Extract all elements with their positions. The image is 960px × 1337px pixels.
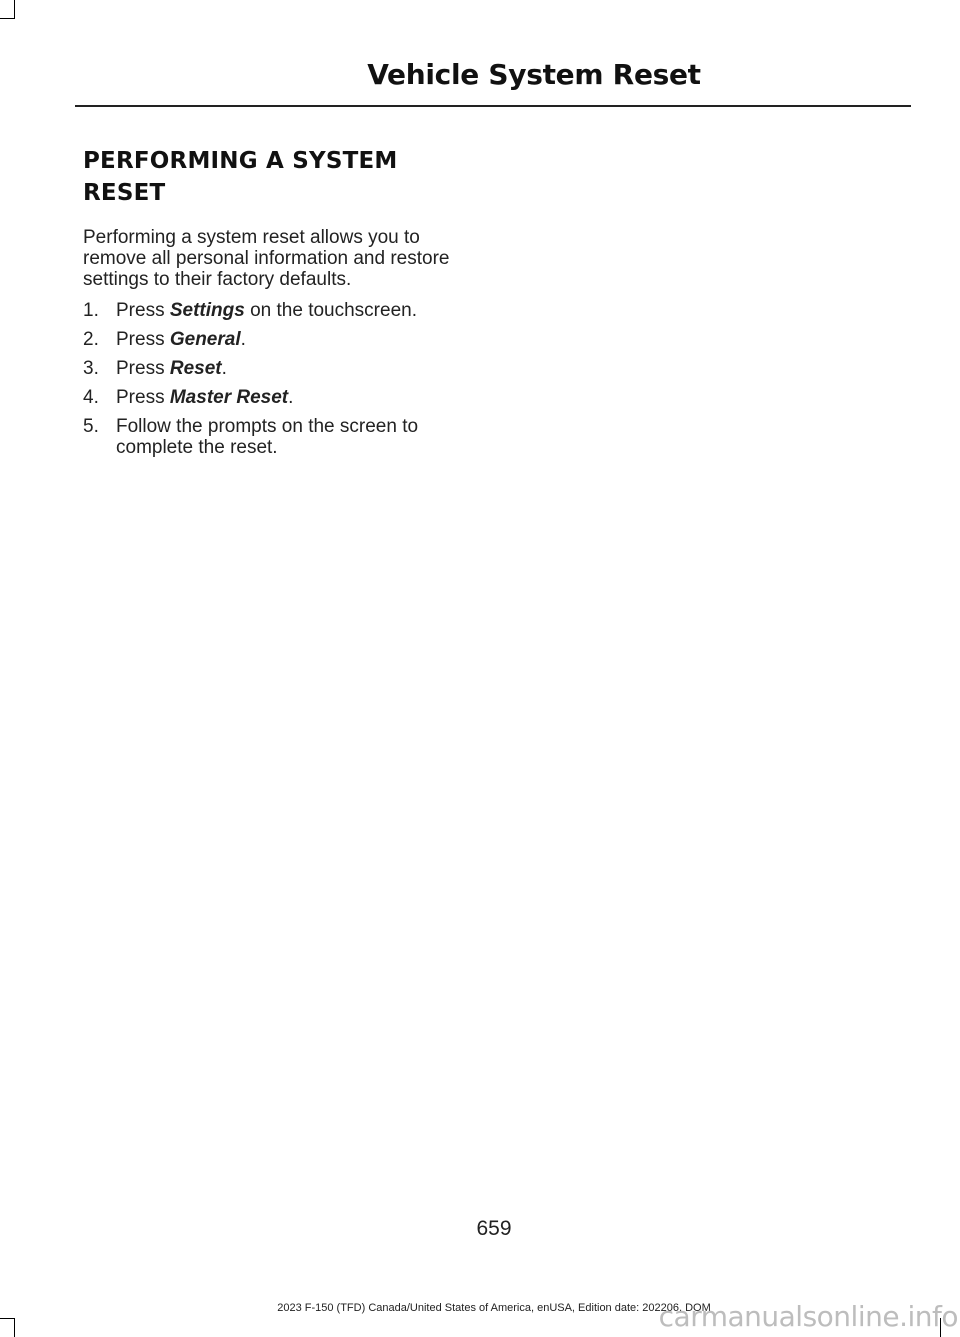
- step-text-suffix: on the touchscreen.: [244, 300, 417, 321]
- page-header: [75, 58, 911, 91]
- header-divider: [75, 105, 911, 107]
- watermark-text: carmanualsonline.info: [658, 1300, 958, 1333]
- section-heading: [83, 145, 468, 209]
- ui-term-reset: Reset: [169, 358, 222, 379]
- step-item: [83, 358, 468, 379]
- step-item: [83, 416, 468, 458]
- page-number: 659: [476, 1217, 512, 1240]
- step-text: Press: [116, 358, 170, 379]
- step-text: Press: [116, 387, 170, 408]
- step-item: [83, 387, 468, 408]
- edition-footer: 2023 F-150 (TFD) Canada/United States of America, enUSA, Edition date: 202206, DOM: [277, 1302, 711, 1314]
- crop-mark-top-left-horizontal: [0, 18, 15, 19]
- page-title: Vehicle System Reset: [367, 58, 701, 91]
- step-number: 4.: [83, 387, 99, 408]
- step-text: Press: [116, 300, 170, 321]
- step-number: 5.: [83, 416, 99, 437]
- step-text-suffix: .: [288, 387, 294, 408]
- ui-term-master-reset: Master Reset: [169, 387, 289, 408]
- step-item: [83, 329, 468, 350]
- section-heading-line-1: PERFORMING A SYSTEM: [83, 148, 398, 174]
- step-text: Follow the prompts on the screen to complete the reset.: [116, 416, 419, 458]
- steps-list: [83, 300, 468, 458]
- step-number: 3.: [83, 358, 99, 379]
- intro-paragraph: Performing a system reset allows you to remove all personal information and restore settings to their factory defaults.: [83, 227, 450, 290]
- ui-term-general: General: [169, 329, 241, 350]
- step-text-suffix: .: [240, 329, 246, 350]
- crop-mark-bottom-left-horizontal: [0, 1318, 15, 1319]
- crop-mark-bottom-left-vertical: [14, 1318, 15, 1337]
- step-number: 2.: [83, 329, 99, 350]
- crop-mark-top-left-vertical: [14, 0, 15, 18]
- main-content: [83, 145, 468, 466]
- ui-term-settings: Settings: [169, 300, 245, 321]
- step-text: Press: [116, 329, 170, 350]
- step-item: [83, 300, 468, 321]
- step-text-suffix: .: [221, 358, 227, 379]
- section-heading-line-2: RESET: [83, 180, 166, 206]
- step-number: 1.: [83, 300, 99, 321]
